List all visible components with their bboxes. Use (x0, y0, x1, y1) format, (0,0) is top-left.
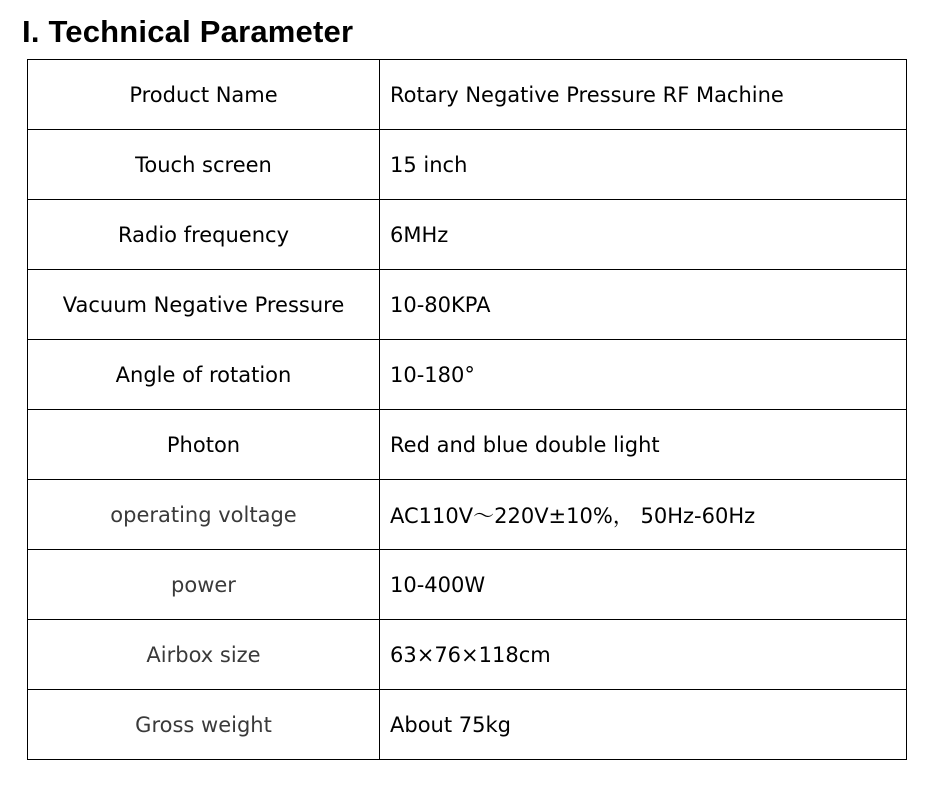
parameter-name: Radio frequency (28, 200, 380, 270)
parameter-name: operating voltage (28, 480, 380, 550)
parameter-name: Photon (28, 410, 380, 480)
table-row (28, 340, 907, 410)
parameter-value: Rotary Negative Pressure RF Machine (380, 60, 907, 130)
table-row (28, 130, 907, 200)
table-row (28, 620, 907, 690)
parameter-value: 63×76×118cm (380, 620, 907, 690)
parameter-name: Airbox size (28, 620, 380, 690)
parameter-name: Touch screen (28, 130, 380, 200)
parameter-name: Vacuum Negative Pressure (28, 270, 380, 340)
table-row (28, 410, 907, 480)
technical-parameter-table (27, 59, 907, 760)
table-row (28, 480, 907, 550)
table-row (28, 60, 907, 130)
section-title: I. Technical Parameter (22, 14, 354, 49)
parameter-value: Red and blue double light (380, 410, 907, 480)
parameter-value: About 75kg (380, 690, 907, 760)
parameter-name: power (28, 550, 380, 620)
parameter-name: Product Name (28, 60, 380, 130)
parameter-value: 10-180° (380, 340, 907, 410)
parameter-value: 10-400W (380, 550, 907, 620)
parameter-name: Angle of rotation (28, 340, 380, 410)
parameter-value: 6MHz (380, 200, 907, 270)
table-row (28, 550, 907, 620)
parameter-value: 15 inch (380, 130, 907, 200)
parameter-name: Gross weight (28, 690, 380, 760)
parameter-value: AC110V～220V±10%， 50Hz-60Hz (380, 480, 907, 550)
table-row (28, 690, 907, 760)
table-row (28, 270, 907, 340)
table-row (28, 200, 907, 270)
parameter-value: 10-80KPA (380, 270, 907, 340)
